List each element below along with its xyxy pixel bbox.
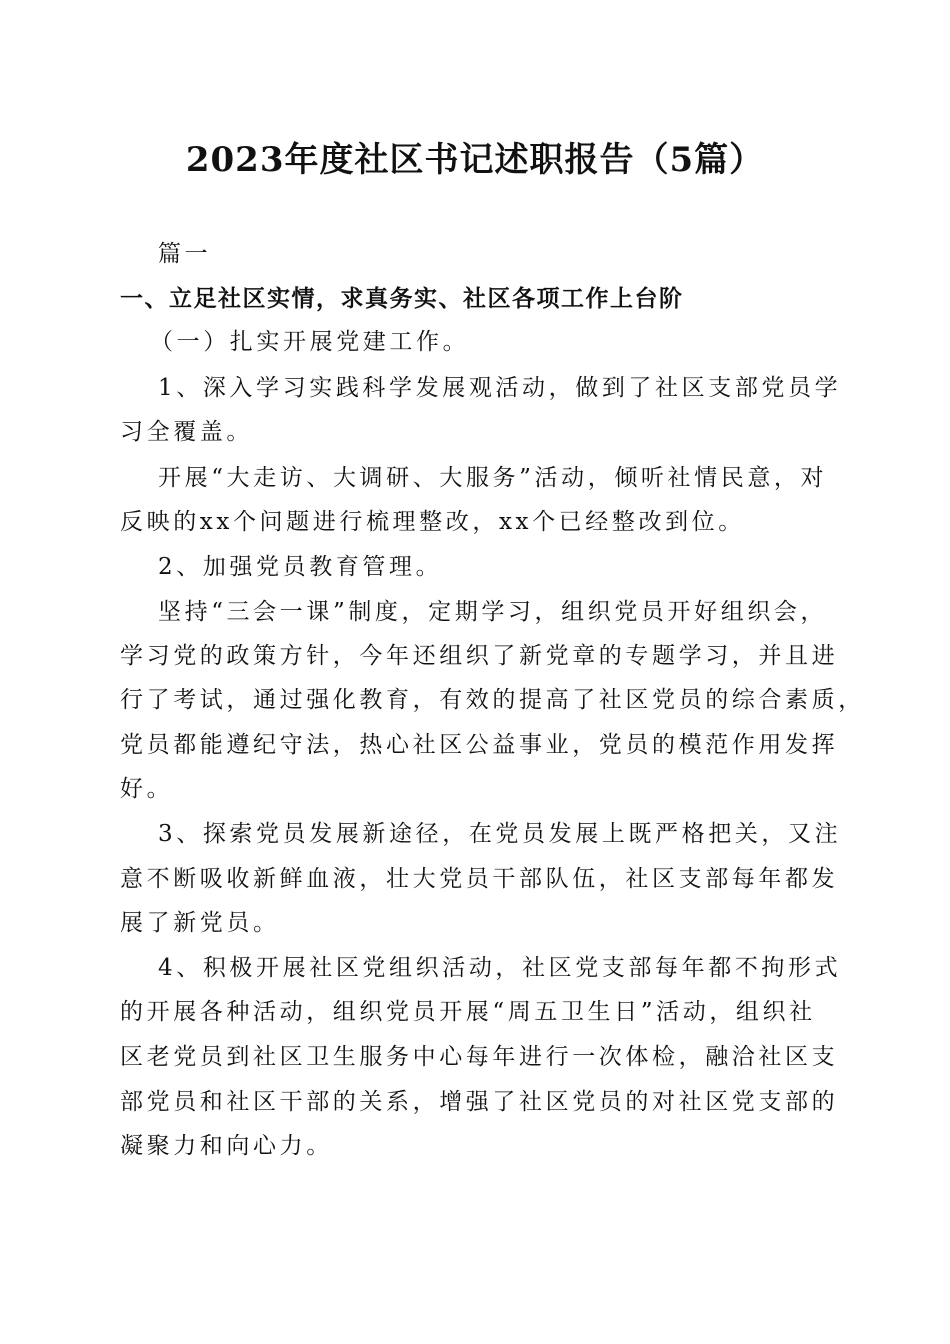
paragraph-line: 部党员和社区干部的关系，增强了社区党员的对社区党支部的 bbox=[120, 1089, 839, 1115]
paragraph-line: 行了考试，通过强化教育，有效的提高了社区党员的综合素质， bbox=[120, 687, 865, 713]
paragraph-line: 2、加强党员教育管理。 bbox=[158, 554, 443, 580]
section-label: 篇一 bbox=[158, 241, 212, 267]
paragraph-line: 开展“大走访、大调研、大服务”活动，倾听社情民意，对 bbox=[158, 465, 828, 491]
paragraph-line: 凝聚力和向心力。 bbox=[120, 1133, 333, 1159]
paragraph-line: 坚持“三会一课”制度，定期学习，组织党员开好组织会， bbox=[158, 599, 828, 625]
paragraph-line: 4、积极开展社区党组织活动，社区党支部每年都不拘形式 bbox=[158, 955, 842, 981]
paragraph-line: 3、探索党员发展新途径，在党员发展上既严格把关，又注 bbox=[158, 821, 842, 847]
paragraph-line: 学习党的政策方针，今年还组织了新党章的专题学习，并且进 bbox=[120, 643, 839, 669]
heading-1: 一、立足社区实情，求真务实、社区各项工作上台阶 bbox=[120, 286, 684, 312]
paragraph-line: 好。 bbox=[120, 776, 174, 802]
document-title: 2023年度社区书记述职报告（5篇） bbox=[185, 140, 765, 180]
paragraph-line: 展了新党员。 bbox=[120, 910, 280, 936]
paragraph-line: 党员都能遵纪守法，热心社区公益事业，党员的模范作用发挥 bbox=[120, 732, 839, 758]
subheading-1: （一）扎实开展党建工作。 bbox=[150, 329, 470, 355]
paragraph-line: 意不断吸收新鲜血液，壮大党员干部队伍，社区支部每年都发 bbox=[120, 866, 839, 892]
paragraph-line: 反映的xx个问题进行梳理整改，xx个已经整改到位。 bbox=[120, 509, 745, 535]
paragraph-line: 1、深入学习实践科学发展观活动，做到了社区支部党员学 bbox=[158, 375, 842, 401]
paragraph-line: 习全覆盖。 bbox=[120, 419, 253, 445]
paragraph-line: 的开展各种活动，组织党员开展“周五卫生日”活动，组织社 bbox=[120, 999, 816, 1025]
paragraph-line: 区老党员到社区卫生服务中心每年进行一次体检，融洽社区支 bbox=[120, 1044, 839, 1070]
